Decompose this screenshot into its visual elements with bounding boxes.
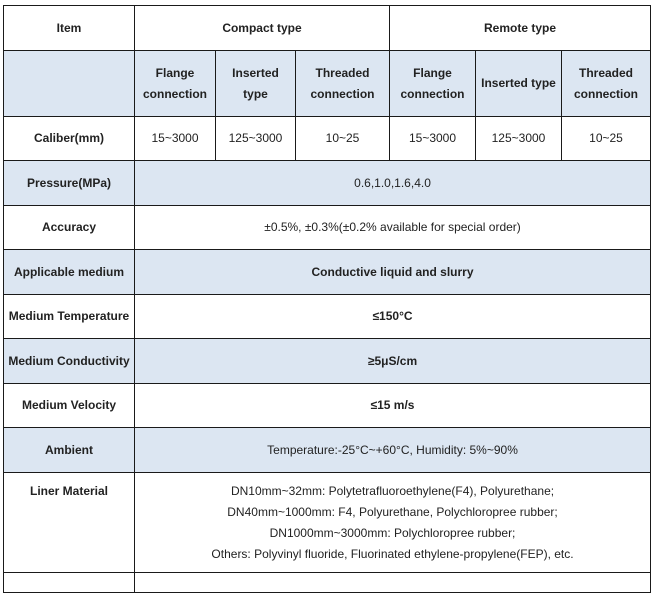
accuracy-row	[4, 206, 651, 250]
row-label: Caliber(mm)	[4, 117, 135, 161]
caliber-value: 10~25	[296, 117, 390, 161]
liner-line: DN1000mm~3000mm: Polychloropree rubber;	[269, 526, 516, 540]
row-value: Conductive liquid and slurry	[135, 250, 651, 295]
remote-threaded-connection: Threaded connection	[562, 51, 651, 117]
caliber-value: 125~3000	[476, 117, 562, 161]
medium-velocity-row	[4, 384, 651, 428]
remote-flange-connection: Flange connection	[390, 51, 476, 117]
specification-table	[3, 5, 651, 593]
row-value: 0.6,1.0,1.6,4.0	[135, 161, 651, 206]
liner-line: DN40mm~1000mm: F4, Polyurethane, Polychloropree rubber;	[227, 505, 558, 519]
compact-threaded-connection: Threaded connection	[296, 51, 390, 117]
remote-type-header: Remote type	[390, 6, 651, 51]
pressure-row	[4, 161, 651, 206]
empty-cell	[4, 51, 135, 117]
caliber-row	[4, 117, 651, 161]
liner-material-list	[135, 473, 651, 573]
liner-material-row	[4, 473, 651, 573]
caliber-value: 15~3000	[390, 117, 476, 161]
row-label: Pressure(MPa)	[4, 161, 135, 206]
row-label: Medium Conductivity	[4, 339, 135, 384]
row-value: Temperature:-25°C~+60°C, Humidity: 5%~90%	[135, 428, 651, 473]
empty-cell	[4, 573, 135, 593]
row-value: ≤150°C	[135, 295, 651, 339]
header-row	[4, 6, 651, 51]
row-value: ≤15 m/s	[135, 384, 651, 428]
next-row-partial	[4, 573, 651, 593]
remote-inserted-type: Inserted type	[476, 51, 562, 117]
applicable-medium-row	[4, 250, 651, 295]
ambient-row	[4, 428, 651, 473]
row-label: Accuracy	[4, 206, 135, 250]
item-header: Item	[4, 6, 135, 51]
liner-line: Others: Polyvinyl fluoride, Fluorinated ethylene-propylene(FEP), etc.	[211, 547, 574, 561]
caliber-value: 125~3000	[216, 117, 296, 161]
row-label: Medium Temperature	[4, 295, 135, 339]
connection-type-row	[4, 51, 651, 117]
row-label: Applicable medium	[4, 250, 135, 295]
row-label: Liner Material	[4, 473, 135, 573]
row-label: Medium Velocity	[4, 384, 135, 428]
caliber-value: 15~3000	[135, 117, 216, 161]
liner-line: DN10mm~32mm: Polytetrafluoroethylene(F4), Polyurethane;	[230, 484, 555, 498]
row-value: ±0.5%, ±0.3%(±0.2% available for special order)	[135, 206, 651, 250]
row-value: ≥5μS/cm	[135, 339, 651, 384]
row-label: Ambient	[4, 428, 135, 473]
compact-flange-connection: Flange connection	[135, 51, 216, 117]
empty-cell	[135, 573, 651, 593]
medium-conductivity-row	[4, 339, 651, 384]
medium-temperature-row	[4, 295, 651, 339]
compact-inserted-type: Inserted type	[216, 51, 296, 117]
caliber-value: 10~25	[562, 117, 651, 161]
compact-type-header: Compact type	[135, 6, 390, 51]
